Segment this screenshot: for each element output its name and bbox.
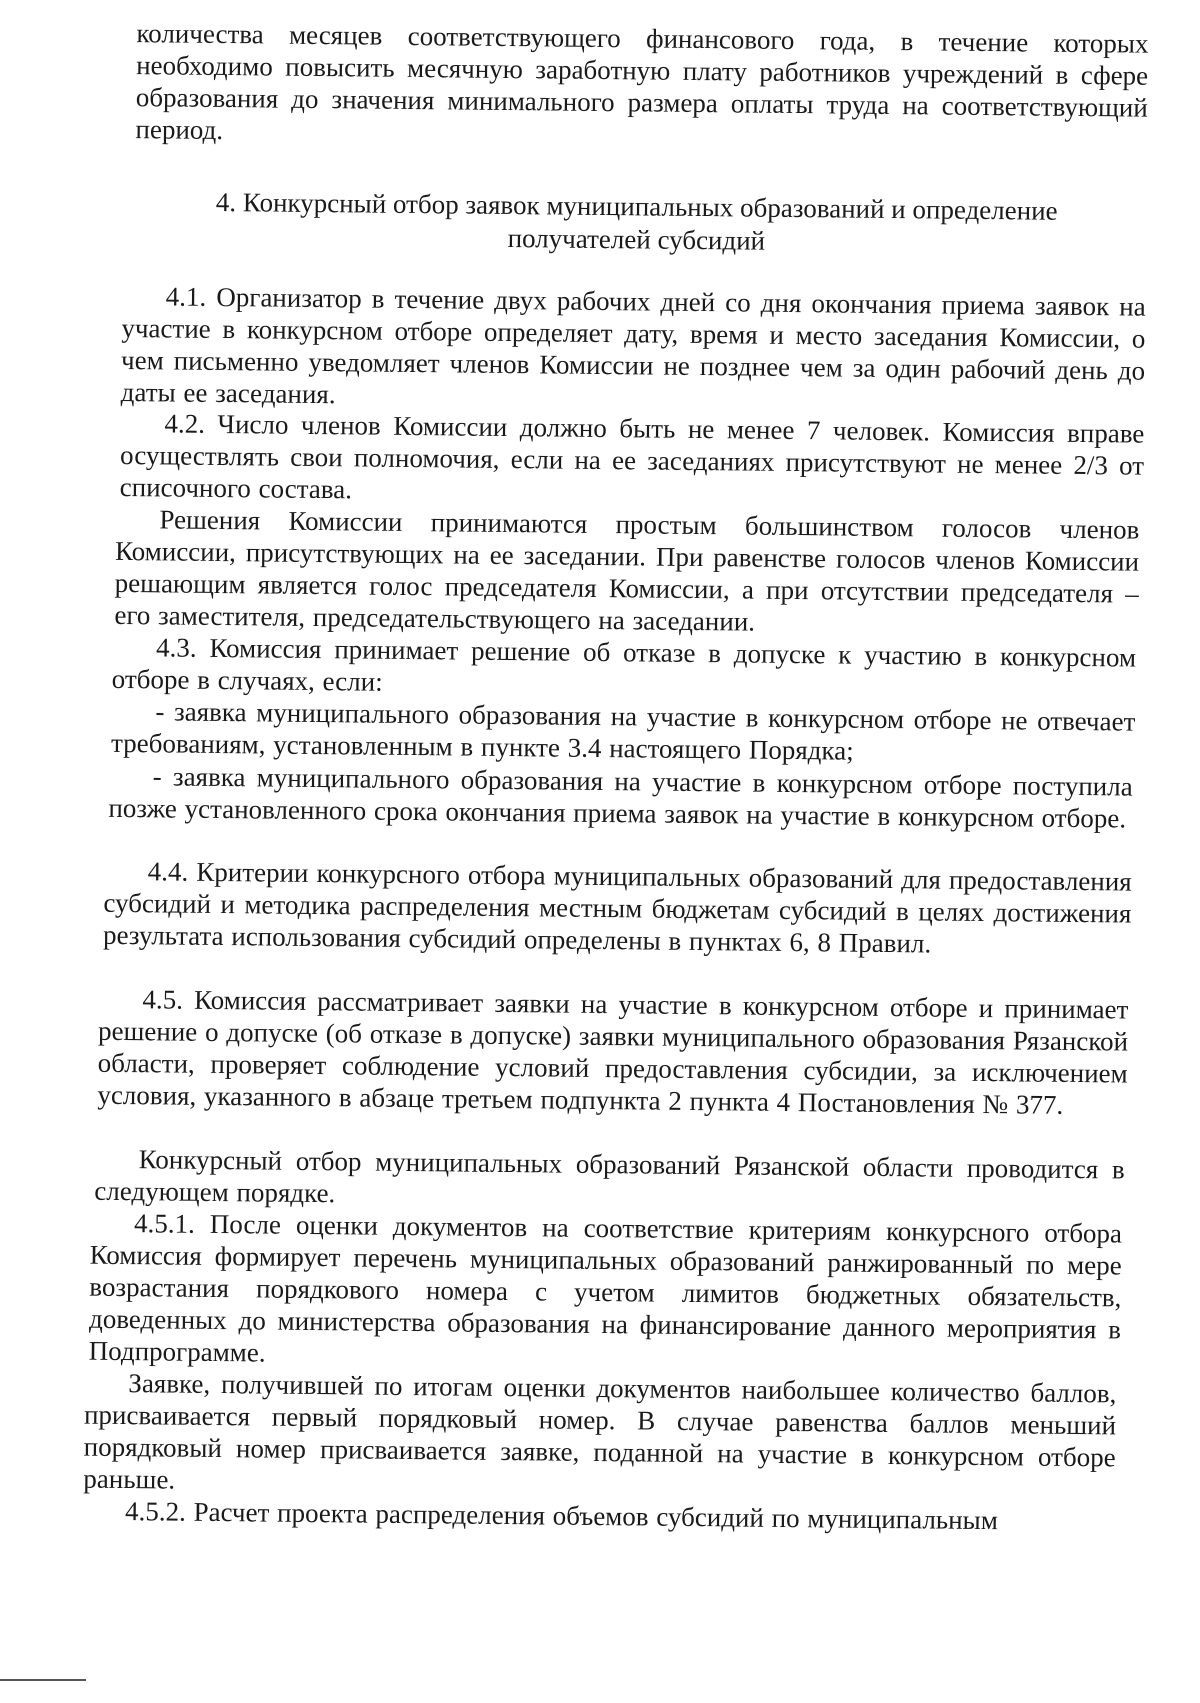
paragraph-4-2: 4.2. Число членов Комиссии должно быть не менее 7 человек. Комиссия вправе осуществлять свои полномочия, если на ее заседаниях присутствуют не менее 2/3 от списочного состава. (119, 408, 1145, 505)
paragraph-4-3-item-2: - заявка муниципального образования на участие в конкурсном отборе поступила позже установленного срока окончания приема заявок на участие в конкурсном отборе. (108, 761, 1133, 834)
carryover-paragraph: количества месяцев соответствующего финансового года, в течение которых необходимо повысить месячную заработную плату работников учреждений в сфере образования до значения минимального размера оплаты труда на соответствующий период. (135, 18, 1149, 146)
paragraph-4-5: 4.5. Комиссия рассматривает заявки на участие в конкурсном отборе и принимает решение о допуске (об отказе в допуске) заявки муниципального образования Рязанской области, проверяет соблюдение условий предоставления субсидии, за исключением условия, указанного в абзаце третьем подпункта 2 пункта 4 Постановления № 377. (97, 984, 1129, 1120)
paragraph-4-3-item-1: - заявка муниципального образования на участие в конкурсном отборе не отвечает требованиям, установленным в пункте 3.4 настоящего Порядка; (110, 696, 1136, 766)
section-title-line1: 4. Конкурсный отбор заявок муниципальных образований и определение (215, 186, 1058, 226)
section-title (156, 185, 1117, 261)
paragraph-4-1: 4.1. Организатор в течение двух рабочих дней со дня окончания приема заявок на участие в конкурсном отборе определяет дату, время и место заседания Комиссии, о чем письменно уведомляет членов Комиссии не позднее чем за один рабочий день до даты ее заседания. (120, 281, 1146, 410)
paragraph-competition: Конкурсный отбор муниципальных образований Рязанской области проводится в следующем порядке. (94, 1144, 1125, 1209)
paragraph-4-3: 4.3. Комиссия принимает решение об отказе в допуске к участию в конкурсном отборе в случаях, если: (111, 632, 1137, 697)
footer-rule (0, 1679, 86, 1681)
paragraph-4-4: 4.4. Критерии конкурсного отбора муниципальных образований для предоставления субсидий и методика распределения местным бюджетам субсидий в целях достижения результата использования субсидий определены в пунктах 6, 8 Правил. (102, 856, 1132, 959)
paragraph-decisions: Решения Комиссии принимаются простым большинством голосов членов Комиссии, присутствующих на ее заседании. При равенстве голосов членов Комиссии решающим является голос председателя Комиссии, а при отсутствии председателя – его заместителя, председательствующего на заседании. (114, 504, 1140, 637)
section-title-line2: получателей субсидий (507, 223, 766, 256)
paragraph-4-5-1: 4.5.1. После оценки документов на соответствие критериям конкурсного отбора Комиссия формирует перечень муниципальных образований ранжированный по мере возрастания порядкового номера с учетом лимитов бюджетных обязательств, доведенных до министерства образования на финансирование данного мероприятия в Подпрограмме. (88, 1208, 1123, 1368)
paragraph-4-5-2: 4.5.2. Расчет проекта распределения объемов субсидий по муниципальным (124, 1496, 999, 1536)
paragraph-ranking: Заявке, получившей по итогам оценки документов наибольшее количество баллов, присваивается первый порядковый номер. В случае равенства баллов меньший порядковый номер присваивается заявке, поданной на участие в конкурсном отборе раньше. (83, 1368, 1117, 1495)
